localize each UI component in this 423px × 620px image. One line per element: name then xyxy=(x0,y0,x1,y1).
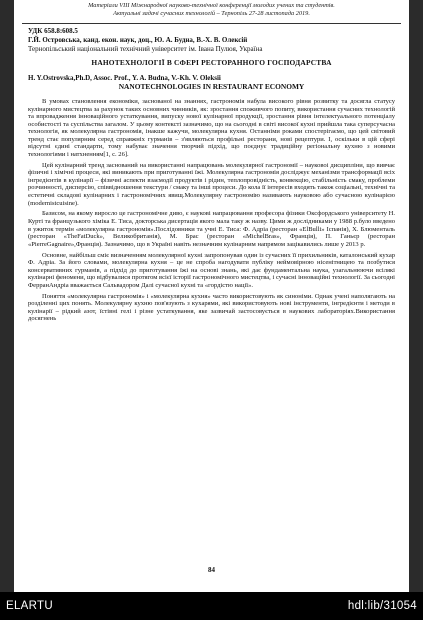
header-line-2: Актуальні задачі сучасних технологій – Тернопіль 27-28 листопада 2019. xyxy=(113,10,310,17)
article-title-en: NANOTECHNOLOGIES IN RESTAURANT ECONOMY xyxy=(118,82,305,91)
affiliation: Тернопільський національний технічний університет ім. Івана Пулюя, Україна xyxy=(28,45,263,53)
paragraph: Базисом, на якому виросло це гастрономічне диво, є наукові напрацювання професора фізики Оксфордського університету Н. Курті та французького хіміка Е. Тиса, докторська дисертація якого мала таку ж назву. Цими ж дослідниками у 1988 р.було введено в ужиток термін «молекулярна гастрономія».Послідовники та учні Е. Тиса: Ф. Адріа (ресторан «ElBulli» Іспанія), Х. Блюменталь (ресторан «TheFatDuck», Великобританія), М. Брас (ресторан «MichelBras», Франція), П. Ганьєр (ресторан «PierreGagnaire»,Франція). Зазначимо, що в Україні навіть незначним кулінарним напрямом зацікавились лише у 2013 р. xyxy=(28,210,395,248)
paragraph: В умовах становлення економіки, заснованої на знаннях, гастрономія набула високого рівня розвитку та досягла статусу кулінарного мистецтва за рахунок таких основних чинників, як: зростання споживчого попиту, використання сучасних технологій та впровадження інноваційного устаткування, випуску нової кулінарної продукції, зростання рівня інтелектуального потенціалу особистості та суспільства загалом. У цьому контексті зазначимо, що на сьогодні в світі високої кухні прийшла така суперсучасна технологія, як молекулярна гастрономія, інакше кажучи, молекулярна кухня. Останніми роками спостерігаємо, що цей світовий тренд стає популярним серед справжніх гурманів – з'являються профільні ресторани, нові рецептури. І, оскільки в цій сфері відсутні єдині стандарти, тому набуває значення творчий підхід, що поєднує традиційну регіональну кухню з новими технологіями і натхненням[1, с. 26]. xyxy=(28,98,395,158)
repository-name: ELARTU xyxy=(6,600,53,612)
article-body xyxy=(28,98,395,326)
article-title-ua: НАНОТЕХНОЛОГІЇ В СФЕРІ РЕСТОРАННОГО ГОСПОДАРСТВА xyxy=(91,58,332,67)
handle-id: hdl:lib/31054 xyxy=(347,600,417,612)
running-header xyxy=(14,2,409,18)
paragraph: Цей кулінарний тренд заснований на використанні напрацювань молекулярної гастрономії – науковоі дисципліни, що вивчає фізичні і хімічні процеси, які виникають при приготуванні їжі. Молекулярна гастрономія досліджує механізми трансформації всіх інгредієнтів в кулінарії – фізичні аспекти взаємодії продуктів і рідин, теплопровідність, конвекцію, стабільність смаку, проблеми розчинності, дисперсію, співвідношення текстури / смаку та інші процеси. До кола її інтересів входять також соціальні, технічні та естетичні складові кулінарних і гастрономічних явищ.Молекулярну гастрономію називають науковою або сучасною кулінарією (modernistcuisine). xyxy=(28,161,395,207)
udk-code: УДК 658.8:608.5 xyxy=(28,27,78,35)
page-number: 84 xyxy=(208,566,215,574)
paragraph: Поняття «молекулярна гастрономія» і «молекулярна кухня» часто використовують як синоніми. Однак учені наполягають на розділенні цих понять. Молекулярну кухню пов'язують з кухарями, які використовують нові інструменти, інгредієнти і методи в кулінарії – рідкий азот, їстівні гелі і різне устаткування, яке зазвичай застосовується в наукових лабораторіях.Використання досягнень xyxy=(28,292,395,323)
document-page xyxy=(14,0,409,592)
authors-en: H. Y.Ostrovska,Ph.D, Assoc. Prof., Y. A. Budna, V.-Kh. V. Oleksii xyxy=(28,74,221,82)
paragraph: Основне, найбільш сміє визначенням молекулярної кухні запропонував один із сучасних її прихильників, каталонський кухар Ф. Адріа. За його словами, молекулярна кухня – це не спроба нагодувати публіку неймовірною нісенітницею та позбутися консервативних гурманів, а підхід до приготування їжі на основі знань, які дає фундаментальна наука, узагальнюючи всілякі кулінарні феномени, що відбувалися протягом всієї історії гастрономічного мистецтва, і сучасні інноваційні технології. За сьогодні ФерранАндріа вважається Сальвадором Далі сучасної кухні та «гордістю нації». xyxy=(28,251,395,289)
header-line-1: Матеріали VIII Міжнародної науково-технічної конференції молодих учених та студентів. xyxy=(88,2,335,9)
authors-ua: Г.Й. Островська, канд. екон. наук, доц., Ю. А. Будна, В.-Х. В. Олексій xyxy=(28,36,248,44)
repository-footer xyxy=(0,592,423,620)
header-divider xyxy=(22,23,401,24)
